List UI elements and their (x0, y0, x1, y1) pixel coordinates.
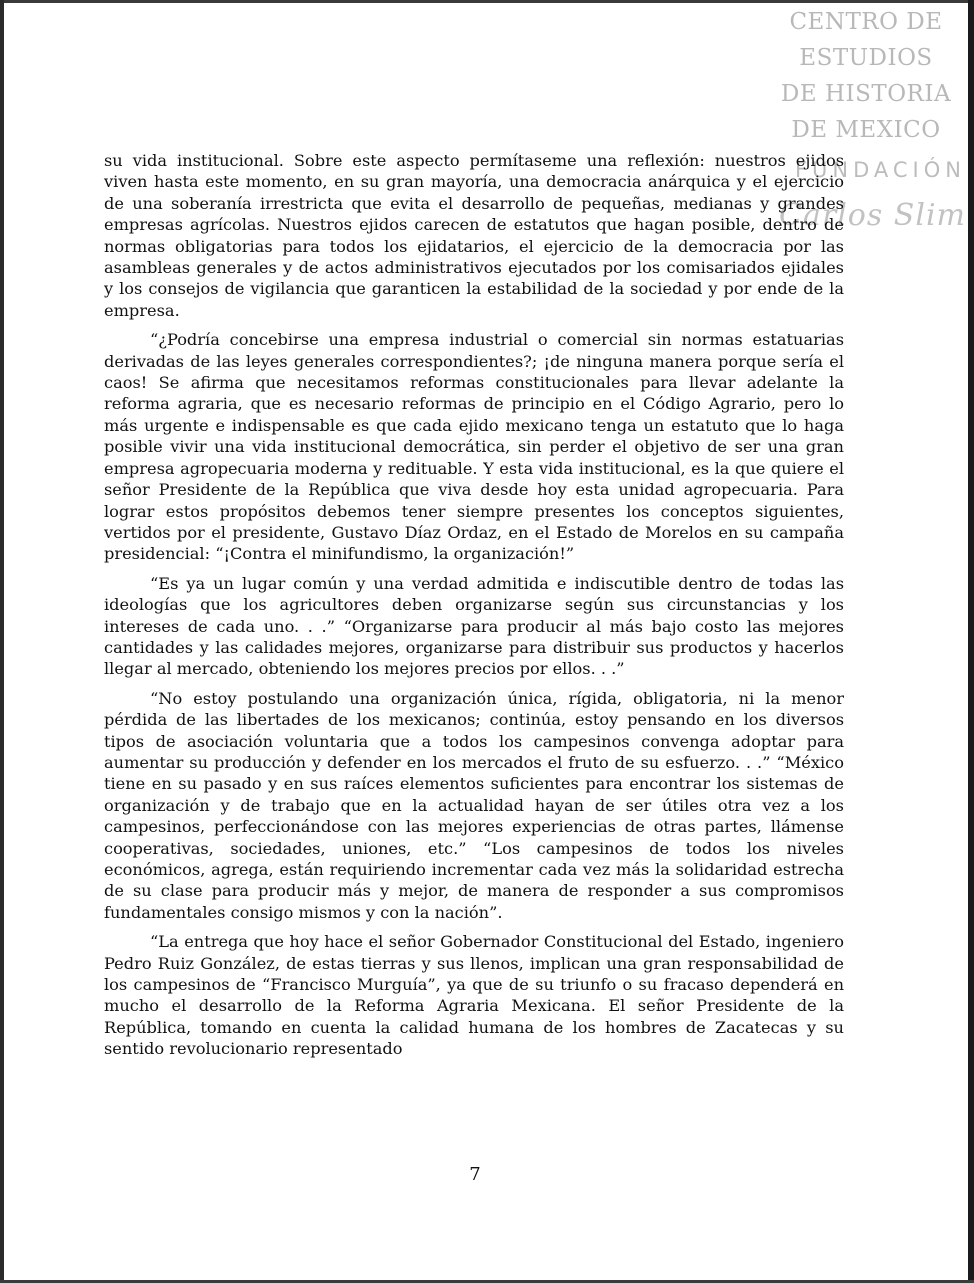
page-edge-top (0, 0, 974, 3)
archive-watermark (766, 4, 966, 148)
watermark-fundacion: FUNDACIÓN (794, 158, 966, 182)
watermark-line: DE MEXICO (791, 117, 941, 143)
watermark-line: DE HISTORIA (780, 81, 952, 107)
page-edge-left (0, 0, 4, 1283)
watermark-line: ESTUDIOS (799, 45, 933, 71)
paragraph: “No estoy postulando una organización única, rígida, obligatoria, ni la menor pérdida de las libertades de los mexicanos; continúa, estoy pensando en los diversos tipos de asociación voluntaria que a todos los campesinos convenga adoptar para aumentar su producción y defender en los mercados el fruto de su esfuerzo. . .” “México tiene en su pasado y en sus raíces elementos suficientes para encontrar los sistemas de organización y de trabajo que en la actualidad hayan de ser útiles otra vez a los campesinos, perfeccionándose con las mejores experiencias de otras partes, llámense cooperativas, sociedades, uniones, etc.” “Los campesinos de todos los niveles económicos, agrega, están requiriendo incrementar cada vez más la solidaridad estrecha de su clase para producir más y mejor, de manera de responder a sus compromisos fundamentales consigo mismos y con la nación”. (104, 688, 844, 922)
body-text (104, 150, 844, 1068)
page-edge-right (968, 0, 974, 1283)
page-number: 7 (469, 1164, 481, 1185)
paragraph: “La entrega que hoy hace el señor Gobernador Constitucional del Estado, ingeniero Pedro Ruiz González, de estas tierras y sus llenos, implican una gran responsabilidad de los campesinos de “Francisco Murguía”, ya que de su triunfo o su fracaso dependerá en mucho el desarrollo de la Reforma Agraria Mexicana. El señor Presidente de la República, tomando en cuenta la calidad humana de los hombres de Zacatecas y su sentido revolucionario representado (104, 932, 844, 1059)
paragraph: “Es ya un lugar común y una verdad admitida e indiscutible dentro de todas las ideologías que los agricultores deben organizarse según sus circunstancias y los intereses de cada uno. . .” “Organizarse para producir al más bajo costo las mejores cantidades y las calidades mejores, organizarse para distribuir sus productos y hacerlos llegar al mercado, obteniendo los mejores precios por ellos. . .” (104, 573, 844, 679)
watermark-line: CENTRO DE (789, 9, 943, 35)
paragraph: “¿Podría concebirse una empresa industrial o comercial sin normas estatuarias derivadas de las leyes generales correspondientes?; ¡de ninguna manera porque sería el caos! Se afirma que necesitamos reformas constitucionales para llevar adelante la reforma agraria, que es necesario reformas de principio en el Código Agrario, pero lo más urgente e indispensable es que cada ejido mexicano tenga un estatuto que lo haga posible vivir una vida institucional democrática, sin perder el objetivo de ser una gran empresa agropecuaria moderna y redituable. Y esta vida institucional, es la que quiere el señor Presidente de la República que viva desde hoy esta unidad agropecuaria. Para lograr estos propósitos debemos tener siempre presentes los conceptos siguientes, vertidos por el presidente, Gustavo Díaz Ordaz, en el Estado de Morelos en su campaña presidencial: “¡Contra el minifundismo, la organización!” (104, 330, 844, 564)
watermark-signature: Carlos Slim (779, 198, 966, 233)
paragraph: su vida institucional. Sobre este aspecto permítaseme una reflexión: nuestros ejidos viven hasta este momento, en su gran mayoría, una democracia anárquica y el ejercicio de una soberanía irrestricta que evita el desarrollo de pequeñas, medianas y grandes empresas agrícolas. Nuestros ejidos carecen de estatutos que hagan posible, dentro de normas obligatorias para todos los ejidatarios, el ejercicio de la democracia por las asambleas generales y de actos administrativos ejecutados por los comisariados ejidales y los consejos de vigilancia que garanticen la estabilidad de la sociedad y por ende de la empresa. (104, 151, 844, 320)
